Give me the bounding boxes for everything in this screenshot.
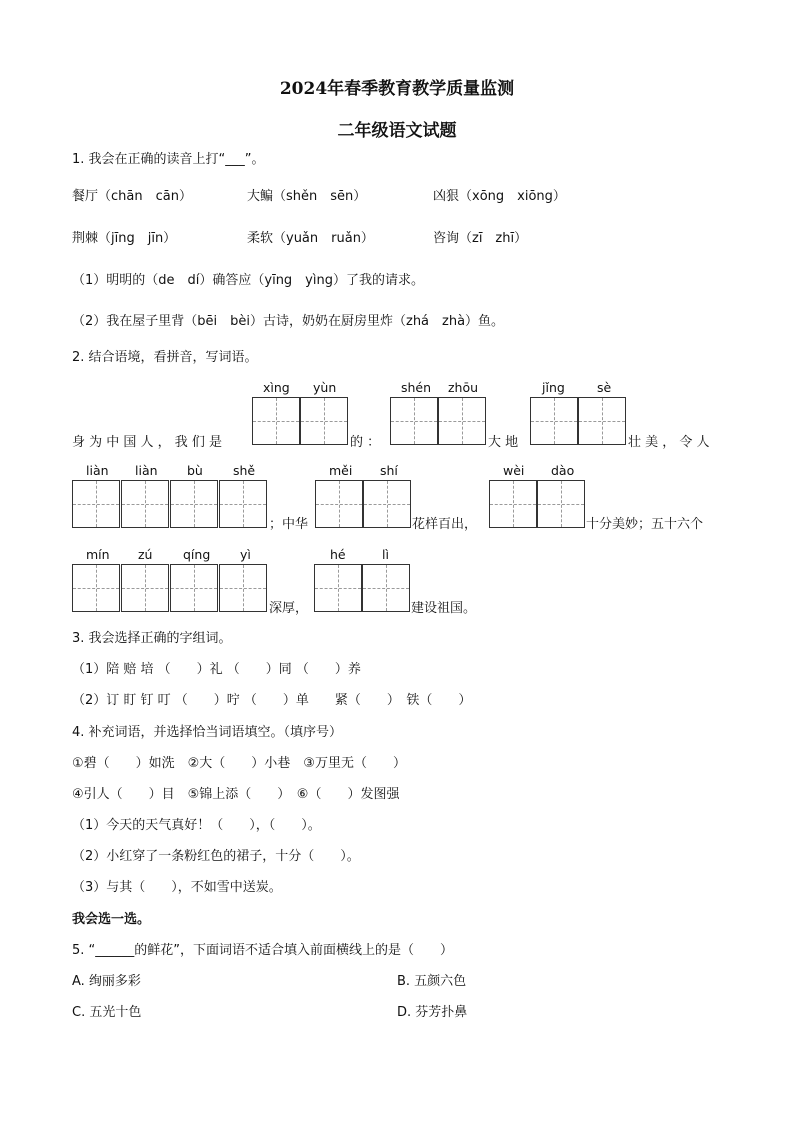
pinyin-label: hé [330,547,346,562]
writing-cell[interactable] [489,480,537,528]
q2-text: 花样百出， [412,517,478,532]
q4-line: ①碧（ ）如洗 ②大（ ）小巷 ③万里无（ ） [72,756,406,771]
q2-text: 身 为 中 国 人 ， 我 们 是 [72,435,223,450]
pinyin-label: yì [240,547,251,562]
writing-cell[interactable] [314,564,362,612]
q2-text: ；中华 [269,517,309,532]
writing-cell[interactable] [363,480,411,528]
writing-cell[interactable] [72,564,120,612]
pinyin-label: měi [329,463,353,478]
writing-cell[interactable] [578,397,626,445]
q1-item: 荆棘（jīng jīn） [72,231,177,246]
pinyin-label: zú [138,547,153,562]
q1-sentence: （1）明明的（de dí）确答应（yīng yìng）了我的请求。 [72,273,424,288]
writing-cell[interactable] [121,480,169,528]
pinyin-label: liàn [86,463,109,478]
q1-item: 凶狠（xōng xiōng） [433,189,566,204]
writing-cell[interactable] [438,397,486,445]
pinyin-label: sè [597,380,612,395]
pinyin-label: wèi [503,463,525,478]
pinyin-label: lì [382,547,389,562]
q3-stem: 3. 我会选择正确的字组词。 [72,631,232,646]
option-d[interactable]: D. 芬芳扑鼻 [397,1005,468,1020]
pinyin-label: xìng [263,380,290,395]
pinyin-label: liàn [135,463,158,478]
q1-sentence: （2）我在屋子里背（bēi bèi）古诗，奶奶在厨房里炸（zhá zhà）鱼。 [72,314,505,329]
writing-cell[interactable] [252,397,300,445]
q1-stem: 1. 我会在正确的读音上打“___”。 [72,152,265,167]
pinyin-label: zhōu [448,380,479,395]
writing-cell[interactable] [362,564,410,612]
q1-item: 大鳊（shěn sēn） [247,189,367,204]
option-b[interactable]: B. 五颜六色 [397,974,467,989]
q3-line: （2）订 盯 钉 叮 （ ）咛 （ ）单 紧（ ） 铁（ ） [72,693,472,708]
pinyin-label: dào [551,463,575,478]
q2-stem: 2. 结合语境，看拼音，写词语。 [72,350,258,365]
writing-cell[interactable] [219,564,267,612]
pinyin-label: yùn [313,380,337,395]
q2-text: 建设祖国。 [411,601,477,616]
q4-sentence: （2）小红穿了一条粉红色的裙子，十分（ ）。 [72,849,360,864]
q1-item: 咨询（zī zhī） [433,231,528,246]
q4-line: ④引人（ ）目 ⑤锦上添（ ） ⑥（ ）发图强 [72,787,400,802]
writing-cell[interactable] [170,564,218,612]
pinyin-label: qíng [183,547,211,562]
q2-text: 大 地 [488,435,519,450]
writing-cell[interactable] [170,480,218,528]
writing-cell[interactable] [315,480,363,528]
writing-cell[interactable] [121,564,169,612]
q1-item: 柔软（yuǎn ruǎn） [247,231,374,246]
q3-line: （1）陪 赔 培 （ ）礼 （ ）同 （ ）养 [72,662,361,677]
q4-sentence: （1）今天的天气真好！（ ），（ ）。 [72,818,321,833]
pinyin-label: shí [380,463,398,478]
page-title: 2024年春季教育教学质量监测 [279,79,515,99]
q2-text: 的 ： [350,435,381,450]
writing-cell[interactable] [530,397,578,445]
q4-stem: 4. 补充词语，并选择恰当词语填空。（填序号） [72,725,343,740]
option-a[interactable]: A. 绚丽多彩 [72,974,141,989]
writing-cell[interactable] [390,397,438,445]
page-subtitle: 二年级语文试题 [337,121,457,141]
q2-text: 深厚， [269,601,309,616]
pinyin-label: shě [233,463,256,478]
q2-text: 十分美妙；五十六个 [586,517,704,532]
pinyin-label: jǐng [542,380,565,395]
pinyin-label: shén [401,380,432,395]
q4-sentence: （3）与其（ ），不如雪中送炭。 [72,880,282,895]
section-heading: 我会选一选。 [72,912,151,927]
q2-text: 壮 美 ， 令 人 [628,435,710,450]
pinyin-label: bù [187,463,203,478]
writing-cell[interactable] [219,480,267,528]
writing-cell[interactable] [537,480,585,528]
writing-cell[interactable] [72,480,120,528]
q1-item: 餐厅（chān cān） [72,189,192,204]
option-c[interactable]: C. 五光十色 [72,1005,142,1020]
q5-stem: 5. “______的鲜花”，下面词语不适合填入前面横线上的是（ ） [72,943,454,958]
pinyin-label: mín [86,547,110,562]
writing-cell[interactable] [300,397,348,445]
